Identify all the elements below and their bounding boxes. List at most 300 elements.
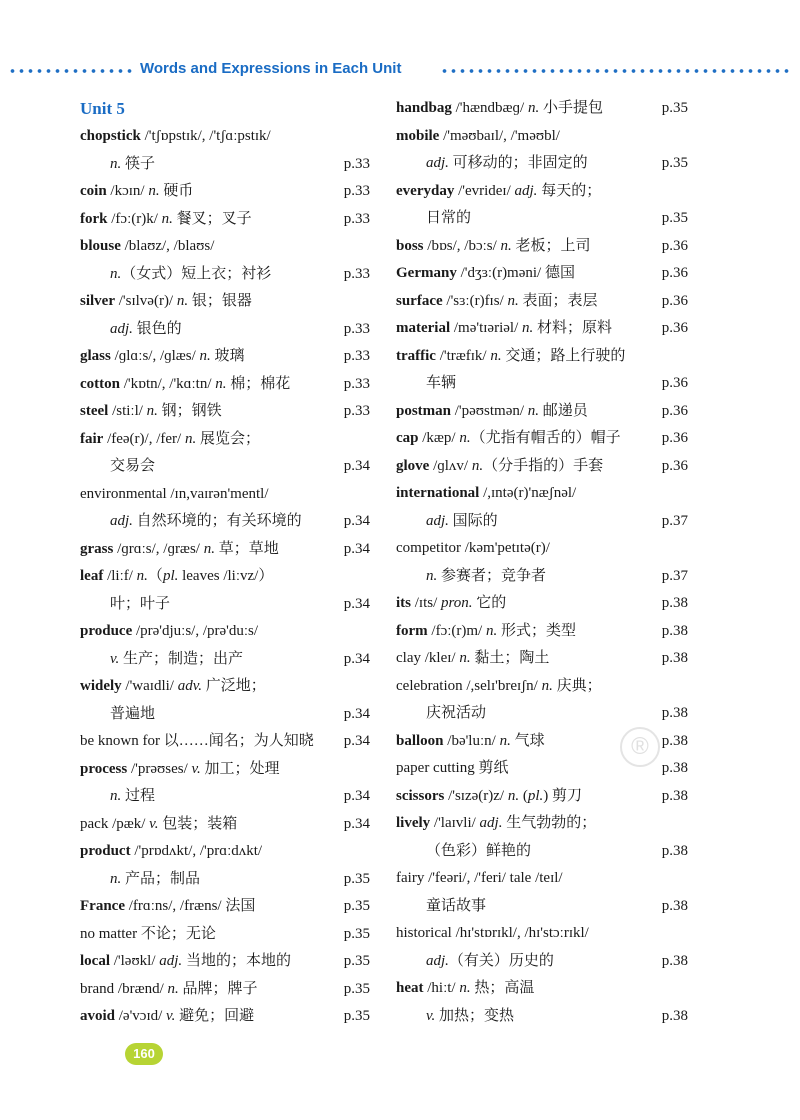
entry-t: （有关）历史的 (448, 952, 554, 969)
entry-pos: n. (459, 650, 471, 666)
entry-t: /blaʊz/, /blaʊs/ (120, 238, 215, 254)
page-ref: p.34 (343, 815, 370, 832)
entry-text (396, 618, 576, 646)
entry-pos: adj. (426, 952, 449, 969)
entry-w: cap (396, 430, 419, 446)
entry-everyday (396, 178, 688, 206)
page-ref: p.35 (343, 980, 370, 997)
entry-t: /'evrideɪ/ (454, 182, 515, 199)
entry-t3: leaves /liːvz/） (178, 568, 274, 584)
entry-line (396, 508, 688, 536)
entry-w: its (396, 595, 411, 611)
entry-text (396, 123, 560, 151)
entry-text (80, 343, 245, 371)
entry-t: 过程 (121, 788, 156, 804)
page-ref: p.36 (661, 320, 688, 336)
page-ref: p.37 (661, 567, 688, 584)
entry-text (80, 206, 252, 234)
entry-w: balloon (396, 732, 444, 749)
entry-pos: n. (136, 568, 148, 584)
entry-line (396, 370, 688, 398)
entry-heat (396, 975, 688, 1003)
page-number-badge: 160 (125, 1043, 163, 1065)
page-ref: p.35 (343, 1008, 370, 1024)
entry-t2: 当地的；本地的 (182, 953, 291, 969)
entry-text (80, 371, 290, 399)
entry-local (80, 948, 370, 976)
entry-pos: v. (110, 650, 120, 667)
entry-pos2: pl. (527, 787, 544, 804)
entry-t: 自然环境的；有关环境的 (132, 513, 302, 529)
entry-line (396, 673, 688, 701)
entry-t: environmental /ɪn,vaɪrən'mentl/ (80, 485, 269, 502)
entry-pos: adj. (110, 513, 133, 529)
entry-t2: 黏土；陶土 (470, 650, 550, 666)
entry-w: international (396, 485, 480, 501)
left-column (80, 95, 370, 1031)
page-ref: p.33 (343, 210, 370, 227)
entry-cotton (80, 371, 370, 399)
page-ref: p.36 (661, 375, 688, 391)
entry-w: glove (396, 457, 430, 474)
entry-t: /ɡrɑːs/, /ɡræs/ (113, 540, 204, 557)
entry-w: leaf (80, 568, 104, 584)
entry-t: /'dʒɜː(r)məni/ 德国 (456, 265, 575, 281)
entry-text (396, 783, 582, 811)
entry-pos: pron. (441, 595, 473, 611)
entry-t: 普遍地 (110, 705, 156, 722)
entry-w: scissors (396, 787, 445, 804)
entry-t2: （ (147, 568, 163, 584)
entry-text (396, 315, 612, 343)
entry-t2: 加工；处理 (200, 760, 280, 777)
entry-text (396, 755, 508, 783)
entry-its (396, 590, 688, 618)
entry-pos: n. (507, 787, 520, 804)
entry-text (80, 948, 291, 976)
entry-w: silver (80, 293, 115, 309)
entry-text (396, 178, 601, 206)
entry-w: boss (396, 237, 424, 254)
entry-t: /'hændbæɡ/ (451, 100, 528, 116)
page-ref: p.36 (661, 292, 688, 309)
entry-t3: ) 剪刀 (543, 787, 583, 804)
entry-avoid (80, 1003, 370, 1031)
entry-pos: v. (166, 1008, 176, 1024)
entry-text (80, 288, 252, 316)
entry-text (396, 975, 534, 1003)
entry-t: /'ləʊkl/ (110, 953, 160, 969)
entry-line (80, 261, 370, 289)
entry-t: /'laɪvli/ (430, 815, 480, 831)
entry-t: historical /hɪ'stɒrɪkl/, /hɪ'stɔːrɪkl/ (396, 925, 589, 941)
entry-line (396, 535, 688, 563)
entry-pos: n. (184, 430, 197, 447)
entry-text (80, 316, 182, 344)
entry-line (396, 920, 688, 948)
entry-t: fairy /'feəri/, /'feri/ tale /teɪl/ (396, 870, 563, 886)
entry-text (396, 398, 588, 426)
entry-w: form (396, 622, 428, 639)
entry-pos2: pl. (162, 568, 179, 584)
entry-w: chopstick (80, 128, 141, 144)
entry-widely (80, 673, 370, 701)
entry-text (396, 150, 588, 178)
entry-line (396, 563, 688, 591)
entry-text (396, 673, 602, 701)
entry-w: avoid (80, 1008, 116, 1024)
entry-t2: 交通；路上行驶的 (501, 347, 626, 364)
entry-t: 产品；制品 (121, 870, 201, 887)
page-ref: p.38 (661, 650, 688, 666)
entry-w: process (80, 760, 128, 777)
page-ref: p.38 (661, 732, 688, 749)
page-ref: p.33 (343, 265, 370, 282)
entry-france (80, 893, 370, 921)
entry-line (80, 921, 370, 949)
entry-steel (80, 398, 370, 426)
entry-text (80, 783, 155, 811)
page-ref: p.35 (343, 925, 370, 942)
entry-w: traffic (396, 347, 436, 364)
entry-pos: n. (459, 430, 471, 446)
page-ref: p.38 (661, 705, 688, 721)
entry-t: /'sɪzə(r)z/ (444, 787, 508, 804)
entry-line (80, 151, 370, 179)
entry-text (80, 893, 255, 921)
entry-t: /,ɪntə(r)'næʃnəl/ (479, 485, 577, 501)
entry-w: fair (80, 430, 104, 447)
entry-t: /kæp/ (418, 430, 460, 446)
entry-produce (80, 618, 370, 646)
entry-t: /'prəʊses/ (127, 760, 192, 777)
entry-t: 日常的 (426, 210, 472, 226)
entry-t: competitor /kəm'petɪtə(r)/ (396, 540, 550, 556)
entry-coin (80, 178, 370, 206)
entry-line (396, 838, 688, 866)
entry-text (396, 425, 621, 453)
entry-line (396, 645, 688, 673)
entry-t: /ɡlʌv/ (429, 457, 472, 474)
entry-pos: n. (471, 457, 484, 474)
entry-t2: 生气勃勃的； (502, 815, 597, 831)
entry-pos: adj. (159, 953, 183, 969)
entry-t: no matter 不论；无论 (80, 925, 216, 942)
section-header (0, 58, 800, 86)
entry-pos: adj. (110, 320, 133, 337)
page-ref: p.34 (343, 705, 370, 722)
entry-w: handbag (396, 100, 452, 116)
page-ref: p.37 (661, 512, 688, 529)
entry-t2: 小手提包 (539, 100, 603, 116)
entry-mobile (396, 123, 688, 151)
page-ref: p.34 (343, 650, 370, 667)
page-ref: p.35 (661, 210, 688, 226)
entry-t: /'træfɪk/ (435, 347, 491, 364)
entry-t2: 邮递员 (539, 402, 588, 419)
entry-pos: n. (459, 980, 471, 996)
entry-t: /frɑːns/, /fræns/ 法国 (124, 898, 256, 914)
entry-text (80, 838, 262, 866)
entry-t: /ə'vɔɪd/ (115, 1008, 167, 1024)
entry-t: 童话故事 (426, 897, 487, 914)
entry-line (396, 893, 688, 921)
entry-line (80, 783, 370, 811)
entry-pos: n. (499, 732, 511, 749)
entry-text (80, 811, 237, 839)
entry-t: /liːf/ (103, 568, 137, 584)
entry-text (80, 123, 271, 151)
entry-t: be known for 以……闻名；为人知晓 (80, 733, 314, 749)
page-ref: p.34 (343, 458, 370, 474)
entry-text (80, 728, 314, 756)
page-ref: p.34 (343, 733, 370, 749)
page-ref: p.33 (343, 348, 370, 364)
page-ref: p.36 (661, 265, 688, 281)
entry-t: /ɪts/ (411, 595, 442, 611)
page-ref: p.34 (343, 788, 370, 804)
entry-t: /hiːt/ (423, 980, 460, 996)
entry-text (396, 563, 546, 591)
registered-mark-watermark: ® (620, 727, 660, 767)
entry-pos: n. (507, 292, 519, 309)
page-ref: p.38 (661, 952, 688, 969)
entry-text (80, 151, 155, 179)
page-ref: p.35 (661, 100, 688, 116)
entry-lively (396, 810, 688, 838)
entry-surface (396, 288, 688, 316)
entry-w: material (396, 320, 451, 336)
entry-handbag (396, 95, 688, 123)
entry-pos: n. (215, 375, 227, 392)
header-title: Words and Expressions in Each Unit (140, 60, 402, 77)
entry-pos: n. (167, 980, 179, 997)
entry-scissors (396, 783, 688, 811)
entry-pos: n. (490, 347, 502, 364)
entry-t2: 每天的； (537, 182, 602, 199)
entry-t: 叶；叶子 (110, 595, 171, 612)
entry-w: Germany (396, 265, 457, 281)
page-ref: p.33 (343, 320, 370, 337)
page-ref: p.33 (343, 375, 370, 392)
entry-boss (396, 233, 688, 261)
entry-line (80, 646, 370, 674)
page-ref: p.34 (343, 595, 370, 612)
entry-text (396, 370, 456, 398)
entry-pos: adj. (426, 155, 449, 171)
entry-w: product (80, 843, 131, 859)
right-column (396, 95, 688, 1030)
entry-w: heat (396, 980, 424, 996)
entry-t: /kɔɪn/ (106, 183, 149, 199)
entry-t: 庆祝活动 (426, 705, 487, 721)
entry-t: /'tʃɒpstɪk/, /'tʃɑːpstɪk/ (140, 128, 271, 144)
entry-text (80, 398, 222, 426)
entry-t2: 品牌；牌子 (178, 980, 258, 997)
entry-w: steel (80, 403, 109, 419)
entry-w: blouse (80, 238, 121, 254)
page-ref: p.33 (343, 403, 370, 419)
entry-text (80, 921, 216, 949)
entry-traffic (396, 343, 688, 371)
entry-line (396, 150, 688, 178)
entry-line (396, 948, 688, 976)
entry-text (80, 453, 155, 481)
entry-t: 加热；变热 (435, 1007, 515, 1024)
entry-line (80, 316, 370, 344)
page-ref: p.38 (661, 897, 688, 914)
entry-text (396, 260, 575, 288)
entry-line (396, 205, 688, 233)
entry-line (396, 865, 688, 893)
entry-text (80, 756, 280, 784)
entry-text (396, 508, 498, 536)
entry-text (396, 838, 531, 866)
page-ref: p.36 (661, 430, 688, 446)
entry-t2: 玻璃 (210, 348, 245, 364)
entry-t: /'waɪdli/ (121, 678, 178, 694)
entry-line (80, 728, 370, 756)
entry-pos: n. (485, 622, 498, 639)
entry-t2: 钢；钢铁 (157, 403, 222, 419)
entry-pos: adj. (514, 182, 538, 199)
entry-text (80, 426, 260, 454)
entry-text (396, 645, 549, 673)
entry-blouse (80, 233, 370, 261)
entry-pos: n. (426, 567, 438, 584)
entry-form (396, 618, 688, 646)
page-ref: p.38 (661, 595, 688, 611)
page-ref: p.35 (343, 898, 370, 914)
entry-text (396, 233, 591, 261)
entry-t2: 展览会； (196, 430, 260, 447)
entry-w: cotton (80, 375, 120, 392)
entry-pos: v. (191, 760, 201, 777)
entry-t: （女式）短上衣；衬衫 (121, 265, 272, 282)
entry-text (396, 343, 625, 371)
entry-pos: n. (500, 237, 512, 254)
entry-t2: 庆典； (552, 677, 602, 694)
entry-pos: adj. (479, 815, 503, 831)
entry-t2: 包装；装箱 (158, 815, 238, 832)
entry-t2: 表面；表层 (518, 292, 598, 309)
entry-pos: n. (521, 320, 534, 336)
entry-pos: n. (146, 403, 158, 419)
page-ref: p.35 (343, 953, 370, 969)
entry-line (80, 811, 370, 839)
entry-text (396, 590, 506, 618)
page-ref: p.38 (661, 787, 688, 804)
entry-text (396, 95, 603, 123)
entry-t2: 餐叉；叉子 (172, 210, 252, 227)
entry-t: /mə'tɪəriəl/ (450, 320, 522, 336)
entry-text (80, 536, 279, 564)
entry-text (396, 205, 471, 233)
entry-text (80, 618, 258, 646)
entry-t2: 银；银器 (188, 293, 252, 309)
entry-pos: n. (527, 100, 540, 116)
entry-t: /bə'luːn/ (443, 732, 500, 749)
entry-t2: 热；高温 (470, 980, 535, 996)
entry-t: clay /kleɪ/ (396, 650, 460, 666)
entry-text (396, 453, 603, 481)
entry-w: postman (396, 402, 452, 419)
entry-w: glass (80, 348, 111, 364)
entry-line (80, 591, 370, 619)
entry-t2: 广泛地； (202, 678, 266, 694)
entry-t: 生产；制造；出产 (119, 650, 244, 667)
entry-pos: n. (527, 402, 540, 419)
entry-text (80, 178, 193, 206)
entry-text (80, 1003, 254, 1031)
entry-t: /feə(r)/, /fer/ (103, 430, 185, 447)
entry-text (396, 920, 589, 948)
entry-line (396, 1003, 688, 1031)
entry-pos: n. (199, 348, 211, 364)
entry-t: /stiːl/ (108, 403, 147, 419)
entry-t: /ɡlɑːs/, /ɡlæs/ (110, 348, 200, 364)
entry-w: mobile (396, 127, 440, 144)
entry-w: surface (396, 292, 443, 309)
entry-fair (80, 426, 370, 454)
entry-line (396, 700, 688, 728)
page-ref: p.33 (343, 155, 370, 172)
entry-t: /bɒs/, /bɔːs/ (423, 237, 501, 254)
entry-pos: n. (541, 677, 553, 694)
page-ref: p.36 (661, 237, 688, 254)
entry-cap (396, 425, 688, 453)
entry-w: France (80, 898, 125, 914)
entry-t2: 材料；原料 (533, 320, 612, 336)
entry-text (80, 976, 258, 1004)
entry-text (80, 261, 271, 289)
entry-t2: 形式；类型 (497, 622, 576, 639)
page-ref: p.38 (661, 842, 688, 859)
entry-t2: 硬币 (159, 183, 194, 199)
entry-t2: （尤指有帽舌的）帽子 (470, 430, 621, 446)
entry-w: grass (80, 540, 114, 557)
entry-text (80, 481, 268, 509)
entry-t2: 气球 (510, 732, 545, 749)
entry-w: coin (80, 183, 107, 199)
entry-t2: ( (519, 787, 528, 804)
page-ref: p.34 (343, 540, 370, 557)
entry-chopstick (80, 123, 370, 151)
entry-t: /'prɒdʌkt/, /'prɑːdʌkt/ (130, 843, 263, 859)
entry-w: fork (80, 210, 108, 227)
entry-product (80, 838, 370, 866)
entry-t: /'sɪlvə(r)/ (115, 293, 177, 309)
entry-germany (396, 260, 688, 288)
entry-glove (396, 453, 688, 481)
entry-t: celebration /,selɪ'breɪʃn/ (396, 677, 542, 694)
entry-w: local (80, 953, 110, 969)
entry-t2: 草；草地 (214, 540, 279, 557)
entry-line (80, 701, 370, 729)
entry-line (80, 866, 370, 894)
entry-pos: adv. (177, 678, 202, 694)
entry-w: everyday (396, 182, 455, 199)
entry-text (396, 535, 550, 563)
entry-pos: n. (176, 293, 189, 309)
entry-text (80, 563, 273, 591)
entry-t2: 棉；棉花 (226, 375, 291, 392)
entry-material (396, 315, 688, 343)
entry-text (80, 591, 170, 619)
entry-pos: n. (110, 870, 122, 887)
entry-text (80, 866, 200, 894)
entry-t: pack /pæk/ (80, 815, 150, 832)
